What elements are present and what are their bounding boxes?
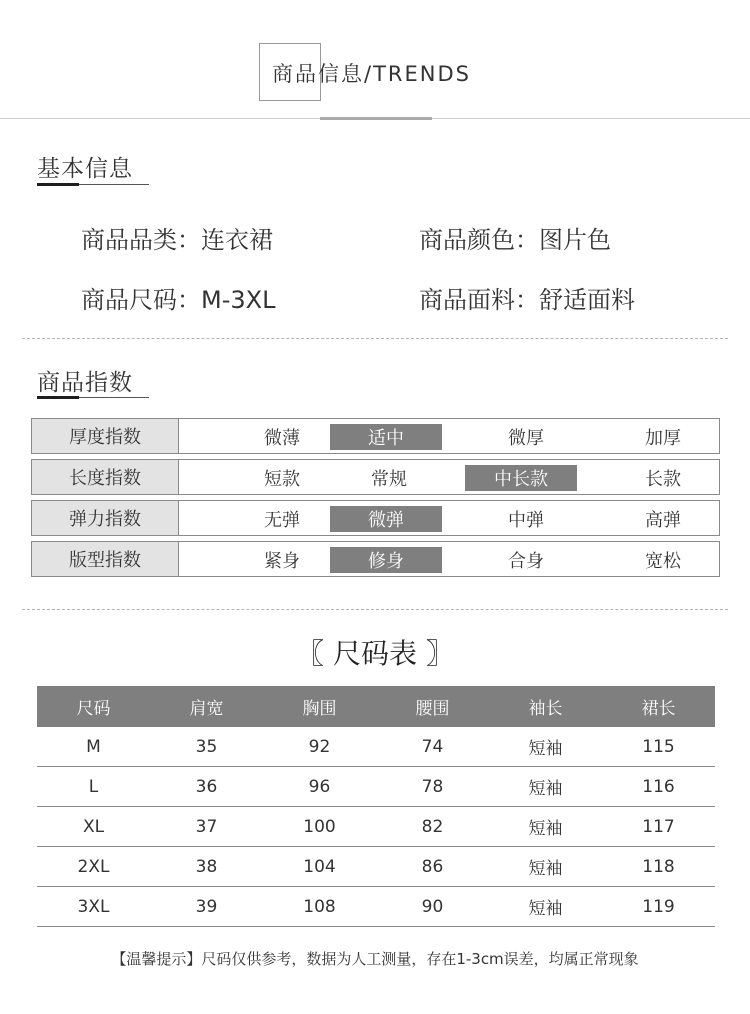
size-table [37, 686, 715, 927]
column-header: 肩宽 [189, 699, 224, 719]
index-option: 合身 [508, 551, 544, 572]
index-option: 常规 [371, 469, 407, 490]
table-cell: 104 [303, 856, 336, 877]
table-cell: 86 [421, 856, 444, 877]
column-header: 腰围 [415, 699, 450, 719]
basic-info-title: 基本信息 [37, 156, 133, 182]
table-row [37, 887, 715, 927]
table-cell: 100 [303, 816, 336, 837]
table-cell: 74 [421, 736, 444, 757]
index-row-label: 厚度指数 [32, 419, 179, 453]
basic-info-underline-mark [37, 183, 79, 186]
table-cell: L [88, 776, 99, 797]
column-header: 袖长 [528, 699, 563, 719]
index-option: 中弹 [508, 510, 544, 531]
index-option: 长款 [645, 469, 681, 490]
table-cell: 119 [642, 896, 675, 917]
column-header: 胸围 [302, 699, 337, 719]
table-cell: 115 [642, 736, 675, 757]
table-cell: 96 [308, 776, 331, 797]
table-cell: XL [82, 816, 105, 837]
table-cell: 117 [642, 816, 675, 837]
index-option-selected: 中长款 [465, 465, 577, 491]
info-size [81, 280, 275, 315]
table-cell: M [86, 736, 101, 757]
index-option: 微厚 [508, 428, 544, 449]
index-option-selected: 修身 [330, 547, 442, 573]
table-cell: 短袖 [528, 779, 563, 799]
info-fabric-value: 舒适面料 [539, 286, 635, 314]
index-option: 加厚 [645, 428, 681, 449]
table-cell: 短袖 [528, 819, 563, 839]
index-row-length [31, 459, 720, 495]
info-color-label: 商品颜色： [419, 226, 539, 254]
table-cell: 36 [195, 776, 218, 797]
header-accent-bar [320, 117, 432, 120]
table-cell: 108 [303, 896, 336, 917]
table-cell: 2XL [77, 856, 110, 877]
table-cell: 92 [308, 736, 331, 757]
info-color [419, 220, 611, 255]
index-row-label: 长度指数 [32, 460, 179, 494]
table-cell: 短袖 [528, 899, 563, 919]
size-disclaimer-note: 【温馨提示】尺码仅供参考，数据为人工测量，存在1-3cm误差，均属正常现象 [111, 950, 639, 968]
info-size-label: 商品尺码： [81, 286, 201, 314]
info-category-value: 连衣裙 [201, 226, 273, 254]
index-option: 紧身 [264, 551, 300, 572]
table-cell: 短袖 [528, 739, 563, 759]
index-title: 商品指数 [37, 370, 133, 396]
section-divider [22, 338, 728, 339]
index-option-selected: 微弹 [330, 506, 442, 532]
table-row [37, 727, 715, 767]
table-cell: 90 [421, 896, 444, 917]
index-option: 高弹 [645, 510, 681, 531]
index-option: 短款 [264, 469, 300, 490]
column-header: 裙长 [641, 699, 676, 719]
index-row-thickness [31, 418, 720, 454]
info-category-label: 商品品类： [81, 226, 201, 254]
table-cell: 118 [642, 856, 675, 877]
size-table-header [37, 686, 715, 727]
table-cell: 短袖 [528, 859, 563, 879]
index-option: 宽松 [645, 551, 681, 572]
info-size-value: M-3XL [201, 286, 276, 314]
index-option: 无弹 [264, 510, 300, 531]
table-cell: 35 [195, 736, 218, 757]
index-option-selected: 适中 [330, 424, 442, 450]
index-option: 微薄 [264, 428, 300, 449]
table-cell: 39 [195, 896, 218, 917]
table-cell: 3XL [77, 896, 110, 917]
index-row-elasticity [31, 500, 720, 536]
info-fabric-label: 商品面料： [419, 286, 539, 314]
info-color-value: 图片色 [539, 226, 611, 254]
index-row-label: 版型指数 [32, 542, 179, 576]
index-row-label: 弹力指数 [32, 501, 179, 535]
column-header: 尺码 [76, 699, 111, 719]
table-cell: 82 [421, 816, 444, 837]
table-cell: 38 [195, 856, 218, 877]
table-cell: 116 [642, 776, 675, 797]
table-row [37, 807, 715, 847]
table-cell: 78 [421, 776, 444, 797]
index-row-fit [31, 541, 720, 577]
info-fabric [419, 280, 635, 315]
info-category [81, 220, 273, 255]
table-row [37, 847, 715, 887]
table-row [37, 767, 715, 807]
table-cell: 37 [195, 816, 218, 837]
page-title: 商品信息/TRENDS [272, 62, 471, 86]
size-chart-title: 〖 尺码表 〗 [296, 637, 454, 670]
section-divider [22, 609, 728, 610]
index-underline-mark [37, 396, 79, 399]
